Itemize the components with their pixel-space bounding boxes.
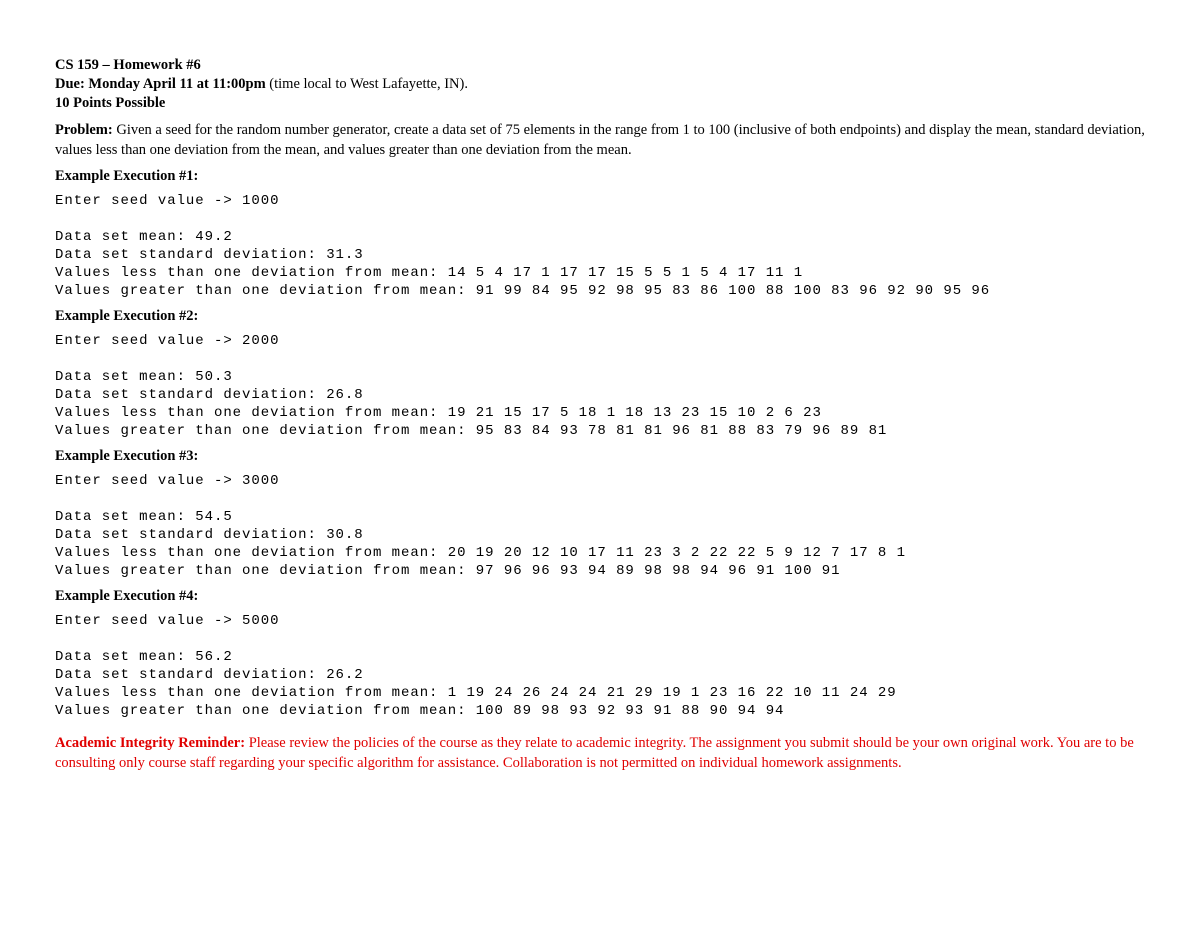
example-title: Example Execution #4: [55,588,199,604]
academic-integrity-reminder [55,733,1155,773]
example-title: Example Execution #1: [55,168,199,184]
example-mean: Data set mean: 56.2 [55,649,233,665]
example-prompt: Enter seed value -> 3000 [55,473,280,489]
example-mean: Data set mean: 54.5 [55,509,233,525]
example-less-values: Values less than one deviation from mean: 20 19 20 12 10 17 11 23 3 2 22 22 5 9 12 7 17 8 1 [55,545,906,561]
example-mean: Data set mean: 49.2 [55,229,233,245]
example-title: Example Execution #2: [55,308,199,324]
example-greater-values: Values greater than one deviation from mean: 95 83 84 93 78 81 81 96 81 88 83 79 96 89 81 [55,423,888,439]
example-stddev: Data set standard deviation: 30.8 [55,527,364,543]
document-page [55,56,1155,773]
example-stddev: Data set standard deviation: 31.3 [55,247,364,263]
example-mean: Data set mean: 50.3 [55,369,233,385]
example-stddev: Data set standard deviation: 26.8 [55,387,364,403]
problem-label: Problem: [55,122,113,138]
example-prompt: Enter seed value -> 5000 [55,613,280,629]
due-date-label: Due: Monday April 11 at 11:00pm [55,76,266,92]
example-prompt: Enter seed value -> 2000 [55,333,280,349]
example-less-values: Values less than one deviation from mean: 14 5 4 17 1 17 17 15 5 5 1 5 4 17 11 1 [55,265,804,281]
example-less-values: Values less than one deviation from mean: 1 19 24 26 24 24 21 29 19 1 23 16 22 10 11 24 29 [55,685,897,701]
example-prompt: Enter seed value -> 1000 [55,193,280,209]
example-greater-values: Values greater than one deviation from mean: 100 89 98 93 92 93 91 88 90 94 94 [55,703,785,719]
example-greater-values: Values greater than one deviation from mean: 91 99 84 95 92 98 95 83 86 100 88 100 83 96 92 90 95 96 [55,283,991,299]
example-stddev: Data set standard deviation: 26.2 [55,667,364,683]
problem-text: Given a seed for the random number generator, create a data set of 75 elements in the range from 1 to 100 (inclusive of both endpoints) and display the mean, standard deviation, values less than one deviation from the mean, and values greater than one deviation from the mean. [55,122,1145,158]
integrity-text: Please review the policies of the course as they relate to academic integrity. The assignment you submit should be your own original work. You are to be consulting only course staff regarding your specific algorithm for assistance. Collaboration is not permitted on individual homework assignments. [55,735,1134,771]
example-title: Example Execution #3: [55,448,199,464]
example-greater-values: Values greater than one deviation from mean: 97 96 96 93 94 89 98 98 94 96 91 100 91 [55,563,841,579]
problem-statement [55,120,1155,160]
due-date-line [55,75,1155,94]
points-possible: 10 Points Possible [55,95,166,111]
integrity-label: Academic Integrity Reminder: [55,735,246,751]
homework-title: CS 159 – Homework #6 [55,57,201,73]
example-less-values: Values less than one deviation from mean: 19 21 15 17 5 18 1 18 13 23 15 10 2 6 23 [55,405,822,421]
due-date-note: (time local to West Lafayette, IN). [265,76,468,92]
